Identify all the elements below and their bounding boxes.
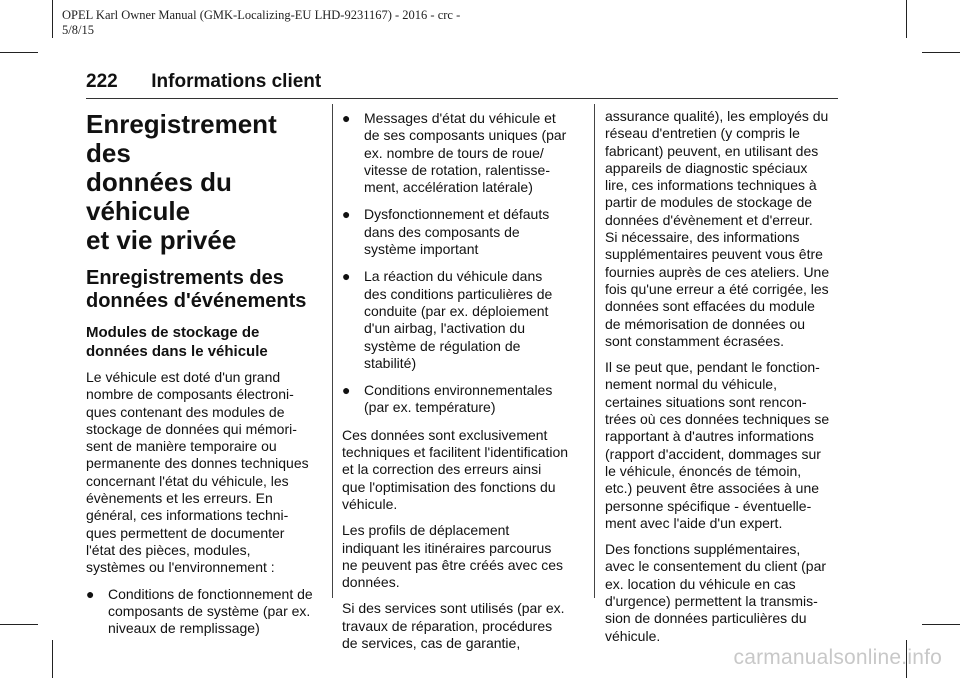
list-item: ● Messages d'état du véhicule et de ses composants uniques (par ex. nombre de tours de roue/ vitesse de rotation, ralentisse- ment, accélération latérale) xyxy=(342,110,567,196)
crop-mark xyxy=(922,52,960,53)
column-divider xyxy=(332,104,333,598)
body-paragraph: assurance qualité), les employés du réseau d'entretien (y compris le fabricant) peuvent, en utilisant des appareils de diagnostic spéciaux lire, ces informations techniques à partir de modules de stockage de données d'évènement et d'erreur. Si nécessaire, des informations supplémentaires peuvent vous être fournies auprès de ces ateliers. Une fois qu'une erreur a été corrigée, les données sont effacées du module de mémorisation de données ou sont constamment écrasées. xyxy=(605,108,830,349)
crop-mark xyxy=(0,52,38,53)
bullet-list xyxy=(86,586,322,638)
list-item: ● La réaction du véhicule dans des conditions particulières de conduite (par ex. déploiement d'un airbag, l'activation du système de régulation de stabilité) xyxy=(342,268,553,371)
section-heading-line: données d'événements xyxy=(86,290,307,312)
page-title-line: et vie privée xyxy=(86,225,237,255)
section-heading-line: Enregistrements des xyxy=(86,267,284,289)
body-paragraph: Si des services sont utilisés (par ex. travaux de réparation, procédures de services, cas de garantie, xyxy=(342,600,565,652)
document-header-line: OPEL Karl Owner Manual (GMK-Localizing-EU LHD-9231167) - 2016 - crc - xyxy=(62,8,461,22)
crop-mark xyxy=(0,624,38,625)
column-2 xyxy=(342,110,580,661)
crop-mark xyxy=(52,0,53,38)
section-title: Informations client xyxy=(151,71,322,92)
list-item: ● Dysfonctionnement et défauts dans des composants de système important xyxy=(342,206,550,258)
body-paragraph: Le véhicule est doté d'un grand nombre de composants électroni- ques contenant des modules de stockage de données qui mémori- sent de manière temporaire ou permanente des donnes techniques concernant l'état du véhicule, les évènements et les erreurs. En général, ces informations techni- ques permettent de documenter l'état des pièces, modules, systèmes ou l'environnement : xyxy=(86,369,309,576)
watermark: carmanualsonline.info xyxy=(733,646,942,669)
crop-mark xyxy=(922,624,960,625)
crop-mark xyxy=(906,0,907,38)
list-item: ● Conditions environnementales (par ex. température) xyxy=(342,382,553,416)
document-header-date: 5/8/15 xyxy=(62,23,94,37)
bullet-icon: ● xyxy=(342,268,351,285)
body-paragraph: Des fonctions supplémentaires, avec le consentement du client (par ex. location du véhicule en cas d'urgence) permettent la transmis- sion de données particulières du véhicule. xyxy=(605,541,827,644)
header-rule xyxy=(86,98,838,99)
subsection-heading-line: Modules de stockage de xyxy=(86,324,260,341)
running-head xyxy=(86,70,838,94)
bullet-icon: ● xyxy=(86,585,95,602)
bullet-icon: ● xyxy=(342,382,351,399)
column-3 xyxy=(605,108,840,654)
list-item: ● Conditions de fonctionnement de composants de système (par ex. niveaux de remplissage) xyxy=(86,585,313,637)
section-heading xyxy=(86,267,322,313)
body-paragraph: Ces données sont exclusivement techniques et facilitent l'identification et la correction des erreurs ainsi que l'optimisation des fonctions du véhicule. xyxy=(342,426,569,512)
bullet-list xyxy=(342,110,580,417)
page-number: 222 xyxy=(86,71,118,92)
column-1 xyxy=(86,110,322,647)
bullet-icon: ● xyxy=(342,110,351,126)
bullet-icon: ● xyxy=(342,206,351,223)
body-paragraph: Il se peut que, pendant le fonction- nement normal du véhicule, certaines situations sont rencon- trées où ces données techniques se rapportant à d'autres informations (rapport d'accident, dommages sur le véhicule, énoncés de témoin, etc.) peuvent être associées à une personne spécifique - éventuelle- ment avec l'aide d'un expert. xyxy=(605,359,830,531)
column-divider xyxy=(594,104,595,598)
page-title-line: données du véhicule xyxy=(86,167,232,226)
page-title xyxy=(86,110,322,255)
page-title-line: Enregistrement des xyxy=(86,109,277,168)
crop-mark xyxy=(52,640,53,678)
body-paragraph: Les profils de déplacement indiquant les itinéraires parcourus ne peuvent pas être créés avec ces données. xyxy=(342,522,564,591)
subsection-heading xyxy=(86,323,322,361)
subsection-heading-line: données dans le véhicule xyxy=(86,343,268,360)
document-header xyxy=(62,8,460,38)
